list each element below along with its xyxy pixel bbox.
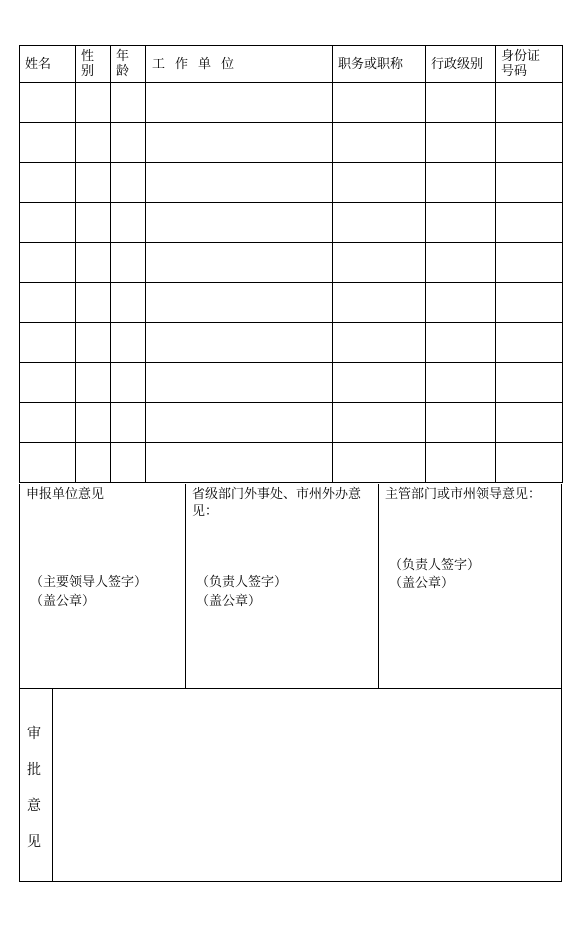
approval-char-4: 见 [27, 834, 41, 850]
table-cell-position[interactable] [333, 283, 426, 323]
table-cell-position[interactable] [333, 403, 426, 443]
table-cell-id_number[interactable] [496, 83, 563, 123]
table-cell-gender[interactable] [76, 203, 111, 243]
approval-char-3: 意 [27, 798, 41, 814]
table-cell-work_unit[interactable] [146, 83, 333, 123]
table-cell-work_unit[interactable] [146, 203, 333, 243]
header-admin-level: 行政级别 [426, 46, 496, 83]
table-cell-work_unit[interactable] [146, 363, 333, 403]
table-cell-gender[interactable] [76, 443, 111, 483]
table-row [20, 403, 563, 443]
applicant-signature-label: （主要领导人签字） [30, 575, 148, 590]
provincial-seal-label: （盖公章） [196, 594, 262, 609]
table-cell-position[interactable] [333, 323, 426, 363]
opinion-section [19, 484, 562, 689]
table-cell-age[interactable] [111, 123, 146, 163]
table-cell-id_number[interactable] [496, 243, 563, 283]
competent-signature-label: （负责人签字） [389, 558, 481, 573]
table-cell-admin_level[interactable] [426, 403, 496, 443]
table-row [20, 443, 563, 483]
table-cell-age[interactable] [111, 283, 146, 323]
table-cell-gender[interactable] [76, 363, 111, 403]
table-cell-admin_level[interactable] [426, 203, 496, 243]
table-cell-gender[interactable] [76, 163, 111, 203]
table-row [20, 323, 563, 363]
table-cell-work_unit[interactable] [146, 323, 333, 363]
header-age: 年 龄 [111, 46, 146, 83]
table-cell-work_unit[interactable] [146, 123, 333, 163]
approval-char-1: 审 [27, 726, 41, 742]
provincial-opinion-title: 省级部门外事处、市州外办意见： [192, 487, 362, 519]
table-cell-name[interactable] [20, 323, 76, 363]
table-cell-admin_level[interactable] [426, 363, 496, 403]
competent-seal-label: （盖公章） [389, 576, 455, 591]
header-position: 职务或职称 [333, 46, 426, 83]
header-name: 姓名 [20, 46, 76, 83]
header-id-number: 身份证 号码 [496, 46, 563, 83]
table-cell-id_number[interactable] [496, 363, 563, 403]
table-cell-name[interactable] [20, 403, 76, 443]
approval-section [19, 689, 562, 882]
table-cell-id_number[interactable] [496, 203, 563, 243]
table-cell-gender[interactable] [76, 123, 111, 163]
table-cell-gender[interactable] [76, 323, 111, 363]
table-cell-age[interactable] [111, 443, 146, 483]
personnel-table [19, 45, 563, 483]
table-cell-admin_level[interactable] [426, 283, 496, 323]
table-cell-admin_level[interactable] [426, 323, 496, 363]
table-cell-gender[interactable] [76, 283, 111, 323]
applicant-opinion-box [20, 484, 186, 688]
table-cell-position[interactable] [333, 243, 426, 283]
table-cell-age[interactable] [111, 363, 146, 403]
table-cell-position[interactable] [333, 203, 426, 243]
table-row [20, 83, 563, 123]
applicant-seal-label: （盖公章） [30, 594, 96, 609]
table-cell-id_number[interactable] [496, 163, 563, 203]
table-cell-work_unit[interactable] [146, 443, 333, 483]
header-row [20, 46, 563, 83]
table-cell-id_number[interactable] [496, 323, 563, 363]
approval-input-area[interactable] [53, 689, 561, 881]
table-cell-admin_level[interactable] [426, 243, 496, 283]
table-cell-position[interactable] [333, 363, 426, 403]
provincial-opinion-box [186, 484, 379, 688]
table-cell-admin_level[interactable] [426, 163, 496, 203]
table-cell-work_unit[interactable] [146, 403, 333, 443]
table-cell-admin_level[interactable] [426, 83, 496, 123]
approval-char-2: 批 [27, 762, 41, 778]
table-cell-id_number[interactable] [496, 403, 563, 443]
header-work-unit: 工作单位 [146, 46, 333, 83]
table-row [20, 363, 563, 403]
table-cell-id_number[interactable] [496, 123, 563, 163]
table-row [20, 163, 563, 203]
approval-label [20, 689, 53, 881]
table-row [20, 243, 563, 283]
table-cell-name[interactable] [20, 163, 76, 203]
table-cell-gender[interactable] [76, 83, 111, 123]
table-cell-age[interactable] [111, 243, 146, 283]
table-cell-name[interactable] [20, 243, 76, 283]
table-cell-name[interactable] [20, 123, 76, 163]
competent-opinion-title: 主管部门或市州领导意见： [385, 487, 542, 502]
table-cell-name[interactable] [20, 363, 76, 403]
table-cell-position[interactable] [333, 443, 426, 483]
table-row [20, 123, 563, 163]
competent-opinion-box [379, 484, 561, 688]
table-cell-age[interactable] [111, 403, 146, 443]
header-gender: 性 别 [76, 46, 111, 83]
table-cell-admin_level[interactable] [426, 123, 496, 163]
table-cell-age[interactable] [111, 163, 146, 203]
table-cell-age[interactable] [111, 83, 146, 123]
table-cell-name[interactable] [20, 203, 76, 243]
table-cell-gender[interactable] [76, 243, 111, 283]
table-row [20, 203, 563, 243]
table-cell-name[interactable] [20, 83, 76, 123]
table-cell-name[interactable] [20, 283, 76, 323]
table-cell-work_unit[interactable] [146, 243, 333, 283]
table-cell-age[interactable] [111, 203, 146, 243]
table-cell-work_unit[interactable] [146, 163, 333, 203]
table-cell-work_unit[interactable] [146, 283, 333, 323]
table-cell-name[interactable] [20, 443, 76, 483]
provincial-signature-label: （负责人签字） [196, 575, 288, 590]
table-cell-id_number[interactable] [496, 443, 563, 483]
table-cell-admin_level[interactable] [426, 443, 496, 483]
applicant-opinion-title: 申报单位意见 [26, 487, 105, 502]
table-cell-position[interactable] [333, 123, 426, 163]
table-cell-position[interactable] [333, 83, 426, 123]
table-row [20, 283, 563, 323]
table-cell-position[interactable] [333, 163, 426, 203]
table-cell-id_number[interactable] [496, 283, 563, 323]
table-cell-gender[interactable] [76, 403, 111, 443]
table-cell-age[interactable] [111, 323, 146, 363]
